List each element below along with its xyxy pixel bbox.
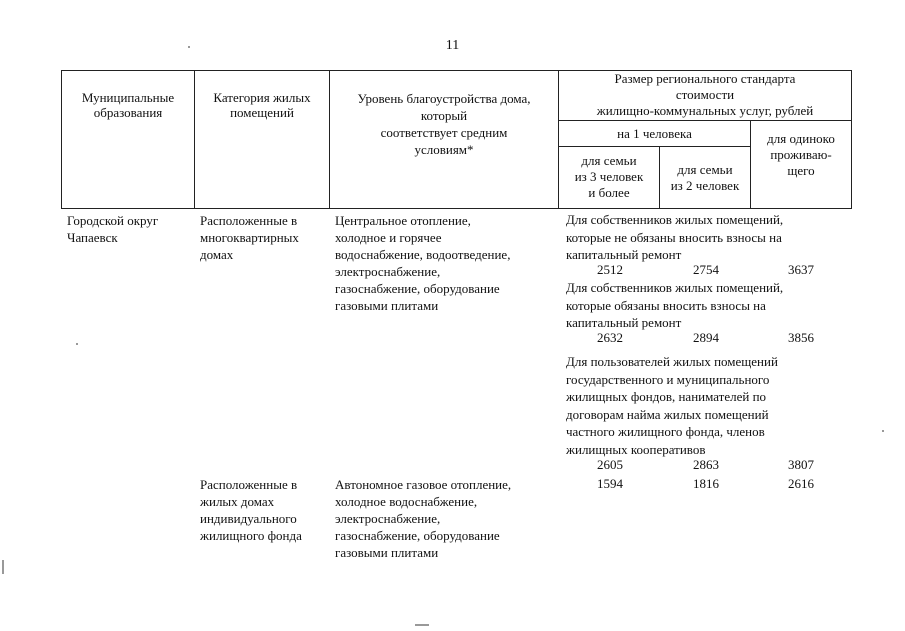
value-individual-single: 2616: [788, 476, 814, 491]
value-individual-family2: 1816: [693, 476, 719, 491]
value-owners-no-fee-single: 3637: [788, 262, 814, 277]
header-per-person: на 1 человека: [617, 126, 692, 141]
header-family-2: для семьи из 2 человек: [670, 162, 740, 193]
page-number: 11: [445, 38, 460, 53]
header-improvement-level: Уровень благоустройства дома, который соответствует средним условиям*: [357, 91, 531, 157]
caption-owners-with-repair-fee: Для собственников жилых помещений, которые обязаны вносить взносы на капитальный ремонт: [566, 280, 784, 330]
caption-tenants-and-coop-members: Для пользователей жилых помещений государственного и муниципального жилищных фондов, нанимателей по договорам найма жилых помещений частного жилищного фонда, членов жилищных кооперативов: [566, 354, 778, 457]
header-municipality: Муниципальные образования: [81, 90, 175, 120]
scan-speck: [188, 46, 190, 48]
scan-speck: [2, 560, 4, 574]
scan-speck: [415, 624, 429, 626]
caption-owners-no-repair-fee: Для собственников жилых помещений, которые не обязаны вносить взносы на капитальный ремонт: [566, 212, 784, 262]
header-single: для одиноко проживаю- щего: [767, 131, 835, 178]
value-tenants-family3: 2605: [597, 457, 623, 472]
municipality-name: Городской округ Чапаевск: [67, 213, 159, 245]
improvement-level-apartments: Центральное отопление, холодное и горячее водоснабжение, водоотведение, электроснабжение, газоснабжение, оборудование газовыми плитами: [335, 213, 511, 313]
category-individual-houses: Расположенные в жилых домах индивидуального жилищного фонда: [200, 477, 302, 543]
value-tenants-family2: 2863: [693, 457, 719, 472]
category-apartment-buildings: Расположенные в многоквартирных домах: [200, 213, 299, 262]
header-category: Категория жилых помещений: [213, 90, 311, 120]
header-regional-standard: Размер регионального стандарта стоимости жилищно-коммунальных услуг, рублей: [596, 71, 814, 118]
improvement-level-individual-houses: Автономное газовое отопление, холодное водоснабжение, электроснабжение, газоснабжение, оборудование газовыми плитами: [335, 477, 512, 560]
value-owners-with-fee-family3: 2632: [597, 330, 623, 345]
value-owners-with-fee-family2: 2894: [693, 330, 719, 345]
header-family-3: для семьи из 3 человек и более: [574, 153, 644, 200]
value-individual-family3: 1594: [597, 476, 623, 491]
scan-speck: [76, 343, 78, 345]
value-owners-no-fee-family2: 2754: [693, 262, 719, 277]
value-owners-no-fee-family3: 2512: [597, 262, 623, 277]
value-owners-with-fee-single: 3856: [788, 330, 814, 345]
value-tenants-single: 3807: [788, 457, 814, 472]
scan-speck: [882, 430, 884, 432]
